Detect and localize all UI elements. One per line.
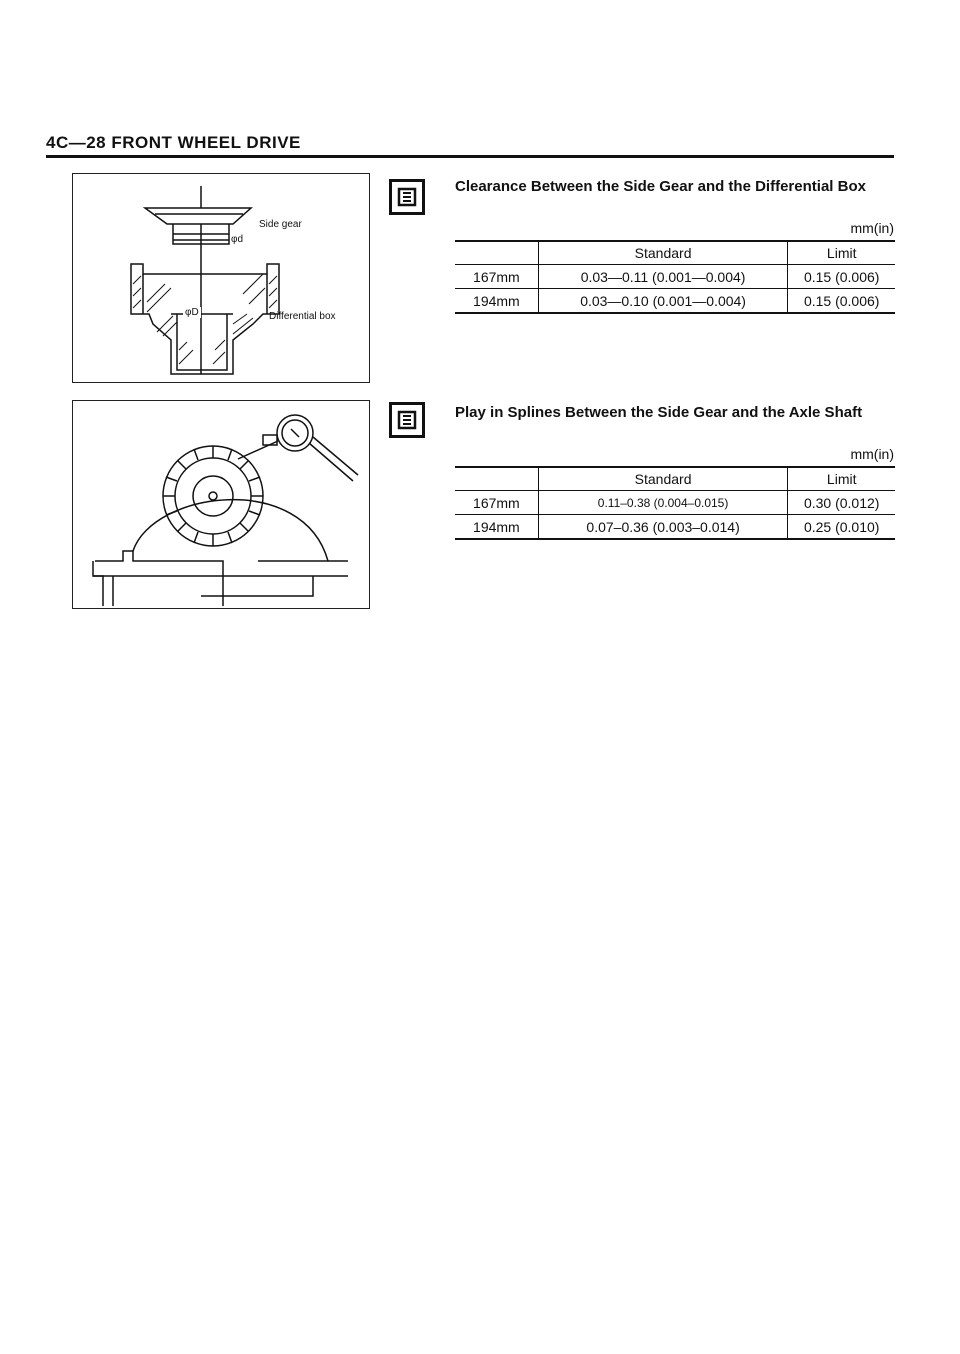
table-cell: 167mm — [455, 265, 538, 289]
table-header-row — [455, 467, 895, 491]
table-row — [455, 515, 895, 540]
table-row — [455, 289, 895, 314]
table-cell: 0.15 (0.006) — [788, 265, 895, 289]
header-cell — [455, 241, 538, 265]
spline-play-gauge-diagram — [72, 400, 370, 609]
table-cell: 0.15 (0.006) — [788, 289, 895, 314]
table-cell: 0.03—0.11 (0.001—0.004) — [538, 265, 788, 289]
table-row — [455, 265, 895, 289]
table-cell: 167mm — [455, 491, 538, 515]
header-cell: Standard — [538, 467, 788, 491]
dial-gauge-drawing — [73, 401, 369, 608]
table-cell: 0.03—0.10 (0.001—0.004) — [538, 289, 788, 314]
table-cell: 194mm — [455, 289, 538, 314]
header-cell: Standard — [538, 241, 788, 265]
table-cell: 194mm — [455, 515, 538, 540]
differential-box-label: Differential box — [269, 311, 336, 322]
phi-d-label: φd — [231, 234, 244, 245]
specification-book-icon — [389, 402, 425, 438]
table-row — [455, 491, 895, 515]
spline-play-spec-table — [455, 466, 895, 540]
table-cell: 0.25 (0.010) — [788, 515, 895, 540]
header-cell — [455, 467, 538, 491]
side-gear-label: Side gear — [259, 219, 302, 230]
table-cell: 0.11–0.38 (0.004–0.015) — [538, 491, 788, 515]
page-header: 4C—28 FRONT WHEEL DRIVE — [46, 133, 894, 158]
side-gear-diagram — [72, 173, 370, 383]
clearance-spec-table — [455, 240, 895, 314]
table-cell: 0.07–0.36 (0.003–0.014) — [538, 515, 788, 540]
table-cell: 0.30 (0.012) — [788, 491, 895, 515]
side-gear-drawing — [73, 174, 369, 382]
header-cell: Limit — [788, 467, 895, 491]
section2-unit: mm(in) — [850, 446, 894, 462]
header-cell: Limit — [788, 241, 895, 265]
section1-title: Clearance Between the Side Gear and the Differential Box — [455, 178, 866, 195]
specification-book-icon — [389, 179, 425, 215]
table-header-row — [455, 241, 895, 265]
section2-title: Play in Splines Between the Side Gear and the Axle Shaft — [455, 404, 863, 421]
phi-D-label: φD — [185, 307, 199, 318]
section1-unit: mm(in) — [850, 220, 894, 236]
